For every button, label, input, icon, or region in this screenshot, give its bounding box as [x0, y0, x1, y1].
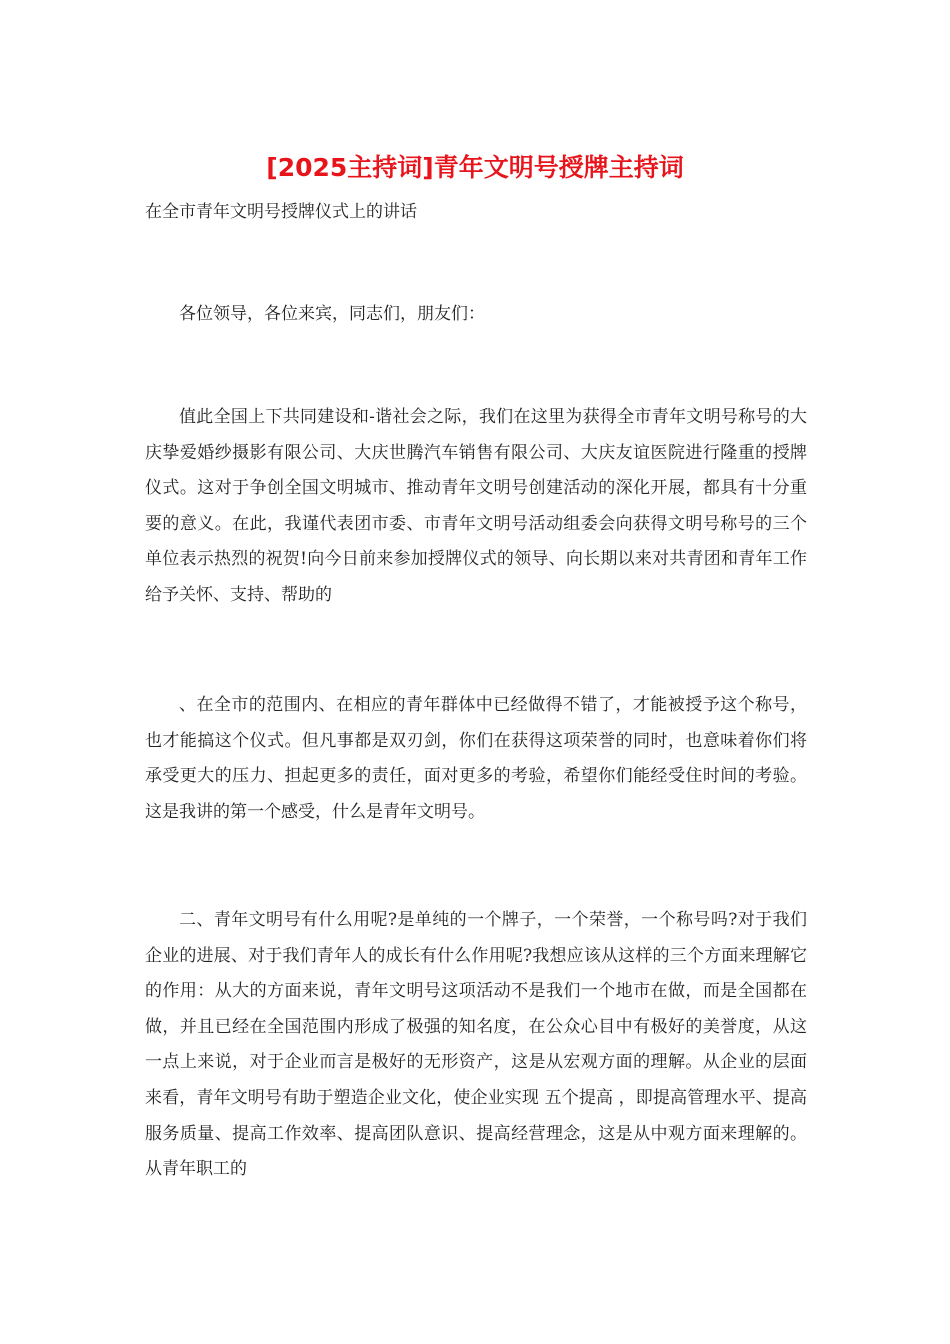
paragraph-first-feeling: 、在全市的范围内、在相应的青年群体中已经做得不错了，才能被授予这个称号，也才能搞这个仪式。但凡事都是双刃剑，你们在获得这项荣誉的同时，也意味着你们将承受更大的压力、担起更多的责任，面对更多的考验，希望你们能经受住时间的考验。这是我讲的第一个感受，什么是青年文明号。 — [145, 695, 807, 822]
paragraph-second-point: 二、青年文明号有什么用呢?是单纯的一个牌子，一个荣誉，一个称号吗?对于我们企业的进展、对于我们青年人的成长有什么作用呢?我想应该从这样的三个方面来理解它的作用：从大的方面来说，青年文明号这项活动不是我们一个地市在做，而是全国都在做，并且已经在全国范围内形成了极强的知名度，在公众心目中有极好的美誉度，从这一点上来说，对于企业而言是极好的无形资产，这是从宏观方面的理解。从企业的层面来看，青年文明号有助于塑造企业文化，使企业实现 五个提高 ，即提高管理水平、提高服务质量、提高工作效率、提高团队意识、提高经营理念，这是从中观方面来理解的。从青年职工的 — [145, 910, 807, 1180]
document-title: [2025主持词]青年文明号授牌主持词 — [266, 153, 684, 182]
document-subtitle: 在全市青年文明号授牌仪式上的讲话 — [145, 202, 417, 222]
paragraph-opening: 值此全国上下共同建设和-谐社会之际，我们在这里为获得全市青年文明号称号的大庆挚爱婚纱摄影有限公司、大庆世腾汽车销售有限公司、大庆友谊医院进行隆重的授牌仪式。这对于争创全国文明城市、推动青年文明号创建活动的深化开展，都具有十分重要的意义。在此，我谨代表团市委、市青年文明号活动组委会向获得文明号称号的三个单位表示热烈的祝贺!向今日前来参加授牌仪式的领导、向长期以来对共青团和青年工作给予关怀、支持、帮助的 — [145, 407, 807, 605]
paragraph-greeting: 各位领导，各位来宾，同志们，朋友们： — [179, 304, 485, 324]
